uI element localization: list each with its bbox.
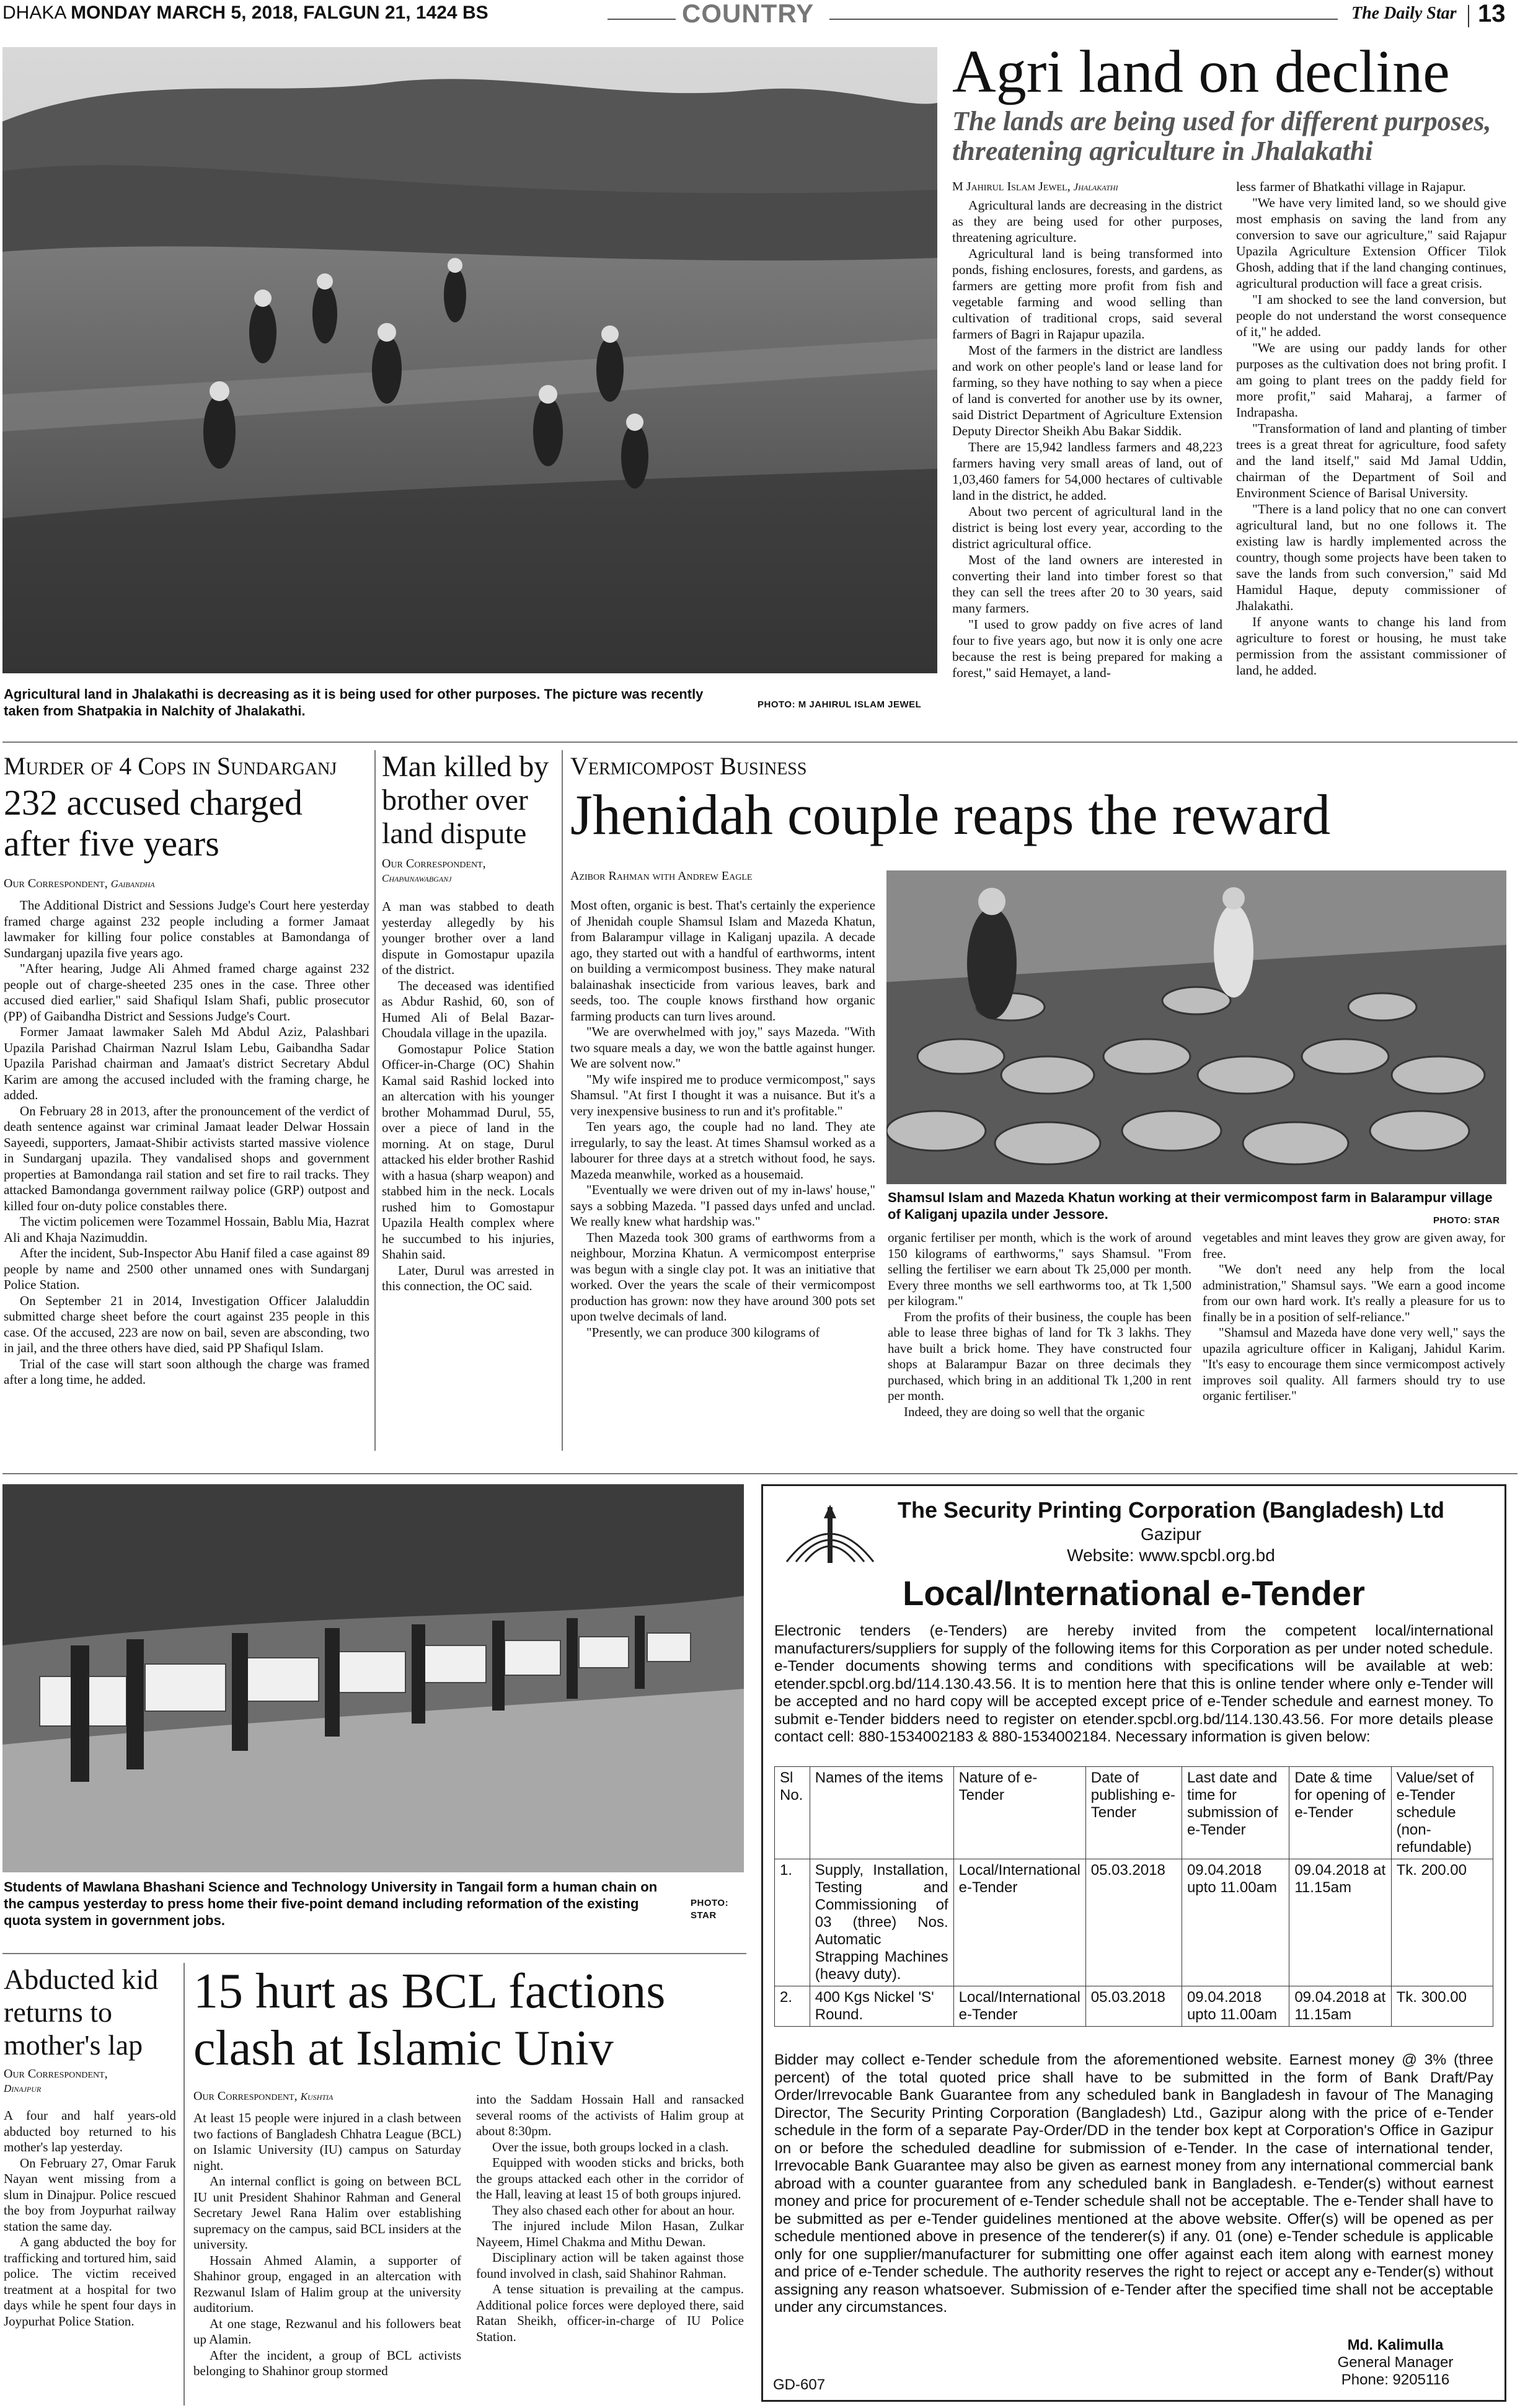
page-number: 13 [1478,0,1506,27]
bcl-col1-p1: At least 15 people were injured in a clash between two factions of Bangladesh Chhatra League (BCL) on Islamic University (IU) campus on Saturday night. [193,2110,461,2173]
brother-byline [382,857,568,885]
row1-item: Supply, Installation, Testing and Commissioning of 03 (three) Nos. Automatic Strapping Machines (heavy duty). [810,1859,953,1986]
cops-p8: Trial of the case will start soon although the charge was framed after a long time, he added. [4,1356,369,1387]
bcl-byline-name: Our Correspondent, [193,2089,298,2103]
compost-col1 [570,898,875,1340]
bcl-byline-place: Kushtia [300,2091,334,2102]
chain-photo-caption: Students of Mawlana Bhashani Science and Technology University in Tangail form a human chain on the campus yesterday to press home their five-point demand including reformation of the existing quota system in government jobs. [4,1879,658,1928]
row2-item: 400 Kgs Nickel 'S' Round. [810,1986,953,2027]
compost-col1-p1: Most often, organic is best. That's certainly the experience of Jhenidah couple Shamsul Islam and Mazeda Khatun, from Balarampur village in Kaliganj upazila. A decade ago, they started out with a handful of earthworms, intent on building a vermicompost business. They make natural balainashak insecticide from various leaves, bark and seeds, too. The couple knows firsthand how organic farming products can turn lives around. [570,898,875,1024]
compost-headline: Jhenidah couple reaps the reward [570,783,1331,846]
row2-opening: 09.04.2018 at 11.15am [1289,1986,1391,2027]
row1-publish: 05.03.2018 [1085,1859,1182,1986]
compost-col1-p3: "My wife inspired me to produce vermicompost," says Shamsul. "At first I thought it was a nuisance. But it's a very inexpensive business to run and it's profitable." [570,1071,875,1118]
rule-under-chain [2,1953,746,1954]
compost-col1-p4: Ten years ago, the couple had no land. They ate irregularly, to say the least. At times Shamsul worked as a labourer for three days at a stretch without food, he says. Mazeda meanwhile, worked as a housemaid. [570,1119,875,1182]
compost-col3-lead: vegetables and mint leaves they grow are given away, for free. [1203,1230,1505,1261]
farmland-image [2,47,937,673]
bcl-col2-p4: The injured include Milon Hasan, Zulkar Nayeem, Himel Chakma and Mithu Dewan. [476,2218,744,2249]
tender-designation: General Manager [1337,2354,1454,2371]
cops-p2: "After hearing, Judge Ali Ahmed framed charge against 232 people out of charge-sheeted 235 ones in the case. Three other accused died earlier," said Shafiqul Islam Shafi, public prosecutor (PP) of Gaibandha District and Sessions Judge's Court. [4,961,369,1024]
compost-photo-caption: Shamsul Islam and Mazeda Khatun working at their vermicompost farm in Balarampur village of Kaliganj upazila under Jessore. [888,1190,1493,1222]
tender-code: GD-607 [773,2376,826,2393]
tender-title: Local/International e-Tender [903,1574,1365,1613]
cops-p3: Former Jamaat lawmaker Saleh Md Abdul Aziz, Palashbari Upazila Parishad Chairman Nazrul Islam Lebu, Gaibandha Sadar Upazila Parishad chairman and Jamaat's district Secretary Abdul Karim are among the accused included with the framing charge, he added. [4,1024,369,1102]
col-header-items: Names of the items [810,1767,953,1859]
agri-col1-p4: There are 15,942 landless farmers and 48,223 farmers having very small areas of land, out of 1,03,460 famers for 54,000 hectares of cultivable land in the district, he added. [952,440,1222,503]
col-header-opening: Date & time for opening of e-Tender [1289,1767,1391,1859]
col-header-publish: Date of publishing e-Tender [1085,1767,1182,1859]
kid-headline: Abducted kid returns to mother's lap [4,1963,159,2061]
tender-advert [761,1484,1506,2402]
bcl-col2-lead: into the Saddam Hossain Hall and ransacked several rooms of the activists of Halim group at about 8:30pm. [476,2092,744,2138]
page-header [0,0,1520,32]
brother-byline-name: Our Correspondent, [382,857,486,870]
header-divider [1468,5,1469,27]
agri-col2-p5: "There is a land policy that no one can convert agricultural land, but no one follows it. The existing law is hardly implemented across the country, though some projects have been taken to save the lands from such conversion," said Md Hamidul Haque, deputy commissioner of Jhalakathi. [1236,502,1506,613]
tender-location: Gazipur [1140,1525,1202,1544]
section-label: COUNTRY [682,0,815,28]
agri-photo [2,47,937,673]
compost-col2 [888,1230,1191,1420]
compost-col1-p7: "Presently, we can produce 300 kilograms of [586,1324,820,1340]
masthead-logo: The Daily Star [1351,4,1457,23]
brother-p3: Gomostapur Police Station Officer-in-Charge (OC) Shahin Kamal said Rashid locked into an altercation with his younger brother Mohammad Durul, 55, over a piece of land in the morning. At on stage, Durul attacked his elder brother Rashid with a hasua (sharp weapon) and stabbed him in the neck. Locals rushed him to Gomostapur Upazila Health complex where he succumbed to his injuries, Shahin said. [382,1041,554,1262]
compost-photo-credit: PHOTO: STAR [1433,1215,1500,1226]
tender-table [774,1766,1493,2027]
row1-sl: 1. [775,1859,810,1986]
kid-p2: On February 27, Omar Faruk Nayan went missing from a slum in Dinajpur. Police rescued the boy from Joypurhat railway station the same day. [4,2155,176,2234]
col-header-nature: Nature of e-Tender [953,1767,1085,1859]
brother-p1: A man was stabbed to death yesterday allegedly by his younger brother over a land dispute in Gomostapur upazila of the district. [382,899,554,977]
table-row [775,1986,1493,2027]
bcl-col1-p4: At one stage, Rezwanul and his followers beat up Alamin. [193,2316,461,2347]
compost-byline: Azibor Rahman with Andrew Eagle [570,869,753,883]
cops-p4: On February 28 in 2013, after the pronouncement of the verdict of death sentence against war criminal Jamaat leader Delwar Hossain Sayeedi, supporters, Jamaat-Shibir activists started massive violence in Sundarganj upazila. They vandalised shops and government properties at Bamondanga rail station and set fire to rail tracks. They attacked Bamondanga government railway police (GRP) outpost and killed four on-duty police constables there. [4,1103,369,1213]
brother-headline: Man killed by brother over land dispute [382,750,549,850]
bcl-col1-p5: After the incident, a group of BCL activists belonging to Shahinor group stormed [193,2347,461,2378]
col-header-sl: Sl No. [775,1767,810,1859]
table-row [775,1859,1493,1986]
bcl-col2-p3: They also chased each other for about an hour. [492,2202,735,2218]
tender-table-header [775,1767,1493,1859]
compost-col2-p1: From the profits of their business, the couple has been able to lease three bighas of land for Tk 3 lakhs. They have built a brick home. They have constructed four shops at Balarampur Bazar on three decimals they purchased, which bring in an additional Tk 1,200 in rent per month. [888,1309,1191,1403]
cops-byline-place: Gaibandha [110,878,155,890]
compost-kicker: Vermicompost Business [570,752,807,780]
tender-phone: Phone: 9205116 [1341,2371,1450,2388]
agri-col2 [1236,179,1506,678]
cops-p1: The Additional District and Sessions Judge's Court here yesterday framed charge against 232 people including a former Jamaat lawmaker for killing four police constables at Bamondanga of Sundarganj upazila five years ago. [4,898,369,960]
compost-col1-p6: Then Mazeda took 300 grams of earthworms from a neighbour, Morzina Khatun. A vermicompost enterprise was begun with a single clay pot. It was an initiative that worked. Over the years the scale of their vermicompost production has grown: now they have around 300 pots set upon twelve decimals of land. [570,1229,875,1324]
rule-under-agri [2,741,1518,743]
dateline-city: DHAKA [2,2,66,23]
compost-photo [886,870,1506,1184]
bcl-headline: 15 hurt as BCL factions clash at Islamic Univ [193,1964,666,2076]
agri-col2-p1: "We have very limited land, so we should give most emphasis on saving the land from any conversion to save our agriculture," said Rajapur Upazila Agriculture Extension Officer Tilok Ghosh, adding that if the land changing continues, agricultural production will face a great crisis. [1236,195,1506,291]
agri-col2-lead: less farmer of Bhatkathi village in Rajapur. [1236,179,1466,194]
row2-nature: Local/International e-Tender [953,1986,1085,2027]
brother-p4: Later, Durul was arrested in this connection, the OC said. [382,1262,554,1293]
compost-col1-p2: "We are overwhelmed with joy," says Mazeda. "With two square meals a day, we won the battle against hunger. We are solvent now." [570,1024,875,1071]
agri-col1-p2: Agricultural land is being transformed into ponds, fishing enclosures, forests, and gardens, as farmers are getting more profit from fish and vegetable farming and wood selling than cultivation of traditional crops, said several farmers of Bagri in Rajapur upazila. [952,246,1222,342]
kid-byline-place: Dinajpur [4,2083,42,2094]
cops-p5: The victim policemen were Tozammel Hossain, Bablu Mia, Hazrat Ali and Khaja Nazimuddin. [4,1214,369,1245]
cops-headline: 232 accused charged after five years [4,782,303,864]
tender-terms: Bidder may collect e-Tender schedule from the aforementioned website. Earnest money @ 3% (three percent) of the total quoted price shall have to be submitted in the form of Bank Draft/Pay Order/Irrevocable Bank Guarantee from any scheduled bank in Bangladesh in favour of The Managing Director, The Security Printing Corporation (Bangladesh) Ltd., Gazipur along with the price of e-Tender schedule in the form of a separate Pay-Order/DD in the tender box kept at Corporation's Office in Gazipur on or before the scheduled deadline for submission of e-Tender. In the case of international tender, Irrevocable Bank Guarantee may also be given as earnest money from any international commercial bank abroad with a counter guarantee from any scheduled bank in Bangladesh. e-Tender(s) without earnest money and price for procurement of e-Tender schedule shall not be acceptable. The e-Tender shall have to be submitted as per e-Tender guidelines mentioned at the above website. Offer(s) will be opened as per schedule mentioned above in presence of the tenderer(s) if any. 01 (one) e-Tender schedule is applicable only for one supplier/manufacturer for submitting one offer against each item along with earnest money and price of e-Tender schedule. The authority reserves the right to reject or accept any e-Tender(s) without assigning any reason whatsoever. Submission of e-Tender after the specified time shall not be acceptable under any circumstances. [774,2052,1493,2316]
compost-col2-p2: Indeed, they are doing so well that the organic [904,1404,1145,1419]
row1-value: Tk. 200.00 [1391,1859,1493,1986]
agri-col2-p2: "I am shocked to see the land conversion, but people do not understand the worst consequence of it," he added. [1236,292,1506,339]
tender-signatory: Md. Kalimulla [1347,2337,1444,2353]
cops-kicker: Murder of 4 Cops in Sundarganj [4,752,337,780]
agri-headline: Agri land on decline [952,38,1450,105]
bcl-col2-p5: Disciplinary action will be taken against those found involved in clash, said Shahinor Rahman. [476,2250,744,2281]
agri-photo-caption: Agricultural land in Jhalakathi is decreasing as it is being used for other purposes. The picture was recently taken from Shatpakia in Nalchity of Jhalakathi. [4,686,704,719]
chain-credit-source: STAR [691,1910,717,1921]
kid-p1: A four and half years-old abducted boy returned to his mother's lap yesterday. [4,2108,176,2154]
agri-col1-p3: Most of the farmers in the district are landless and work on other people's land or lease land for farming, so they have nothing to say when a piece of land is converted for another use by its owner, said District Department of Agriculture Extension Deputy Director Sheikh Abu Bakar Siddik. [952,343,1222,438]
agri-col1 [952,197,1222,681]
agri-subhead: The lands are being used for different purposes, threatening agriculture in Jhalakathi [952,106,1491,166]
agri-byline [952,180,1118,194]
row1-nature: Local/International e-Tender [953,1859,1085,1986]
cops-byline [4,877,155,891]
bcl-col2 [476,2092,744,2345]
chain-photo [2,1484,744,1872]
kid-byline-name: Our Correspondent, [4,2067,108,2081]
bcl-col1 [193,2110,461,2379]
row1-submission: 09.04.2018 upto 11.00am [1182,1859,1289,1986]
compost-col3-p2: "Shamsul and Mazeda have done very well," says the upazila agriculture officer in Kaliganj, Jahidul Karim. "It's easy to encourage them since vermicompost actively improves soil quality. All farmers should try to use organic fertiliser." [1203,1325,1505,1403]
col-header-value: Value/set of e-Tender schedule (non-refundable) [1391,1767,1493,1859]
agri-col2-p3: "We are using our paddy lands for other purposes as the cultivation does not bring profit. I am going to plant trees on the paddy field for more profit," said Maharaj, a farmer of Indrapasha. [1236,340,1506,420]
tender-intro: Electronic tenders (e-Tenders) are hereby invited from the competent local/international manufacturers/suppliers for supply of the following items for this Corporation as per under noted schedule. e-Tender documents showing terms and conditions with specifications will be available at web: etender.spcbl.org.bd/114.130.43.56. It is to mention here that this is online tender where only e-Tender will be accepted and no hard copy will be accepted except price of e-Tender schedule and earnest money. To submit e-Tender bidders need to register on etender.spcbl.org.bd/114.130.43.56. For more details please contact cell: 880-1534002183 & 880-1534002184. Necessary information is given below: [774,1622,1493,1745]
row1-opening: 09.04.2018 at 11.15am [1289,1859,1391,1986]
kid-body [4,2108,176,2329]
agri-photo-credit: PHOTO: M JAHIRUL ISLAM JEWEL [758,699,922,710]
agri-byline-place: Jhalakathi [1073,181,1118,193]
compost-col3 [1203,1230,1505,1404]
agri-byline-name: M Jahirul Islam Jewel, [952,180,1071,193]
bcl-col2-p6: A tense situation is prevailing at the campus. Additional police forces were deployed there, said Ratan Sheikh, officer-in-charge of IU Police Station. [476,2282,744,2344]
agri-col2-p6: If anyone wants to change his land from agriculture to forest or housing, he must take permission from the assistant commissioner of land, he added. [1236,614,1506,678]
row2-publish: 05.03.2018 [1085,1986,1182,2027]
kid-byline [4,2067,183,2096]
header-rule-right [829,19,1338,20]
compost-col1-p5: "Eventually we were driven out of my in-laws' house," says a sobbing Mazeda. "I passed days unfed and unclad. We really knew what hardship was." [570,1182,875,1229]
bcl-col1-p3: Hossain Ahmed Alamin, a supporter of Shahinor group, engaged in an altercation with Rezwanul Islam of Halim group at the university auditorium. [193,2252,461,2315]
tender-signature-block [1296,2337,1495,2389]
agri-col1-p7: "I used to grow paddy on five acres of land four to five years ago, but now it is only one acre because the rest is being prepared for making a forest," said Hemayet, a land- [952,617,1222,680]
cops-byline-name: Our Correspondent, [4,877,108,890]
vermicompost-image [886,870,1506,1184]
row2-sl: 2. [775,1986,810,2027]
tender-website: Website: www.spcbl.org.bd [1067,1546,1275,1565]
bcl-col2-p2: Equipped with wooden sticks and bricks, both the groups attacked each other in the corridor of the Hall, leaving at least 15 of both groups injured. [476,2155,744,2202]
cops-p6: After the incident, Sub-Inspector Abu Hanif filed a case against 89 people by name and 2500 other unnamed ones with Sundarganj Police Station. [4,1246,369,1292]
compost-col3-p1: "We don't need any help from the local administration," Shamsul says. "We earn a good income from our own hard work. It's really a pleasure for us to finally be in a position of self-reliance." [1203,1262,1505,1324]
agri-col1-p5: About two percent of agricultural land in the district is being lost every year, according to the district agricultural office. [952,504,1222,551]
rule-under-middle [2,1473,1518,1474]
chain-credit-label: PHOTO: [691,1898,729,1908]
brother-body [382,899,554,1295]
cops-p7: On September 21 in 2014, Investigation Officer Jalaluddin submitted charge sheet before the court against 235 people in this case. Of the accused, 223 are now on bail, seven are absconding, two in jail, and the three others have died, said PP Shafiqul Islam. [4,1293,369,1355]
dateline-date: MONDAY MARCH 5, 2018, FALGUN 21, 1424 BS [71,2,488,23]
agri-col1-p6: Most of the land owners are interested in converting their land into timber forest so that they can sell the trees after 20 to 30 years, said many farmers. [952,552,1222,616]
rule-brother-compost [562,750,563,1451]
row2-value: Tk. 300.00 [1391,1986,1493,2027]
bcl-col2-p1: Over the issue, both groups locked in a clash. [492,2139,729,2154]
header-rule-left [608,19,676,20]
chain-photo-credit [691,1897,728,1922]
rule-kid-bcl [183,1963,185,2406]
human-chain-image [2,1484,744,1872]
brother-p2: The deceased was identified as Abdur Rashid, 60, son of Humed Ali of Belal Bazar-Choudala village in the upazila. [382,978,554,1040]
col-header-submission: Last date and time for submission of e-Tender [1182,1767,1289,1859]
agri-col1-p1: Agricultural lands are decreasing in the district as they are being used for other purposes, threatening agriculture. [952,198,1222,245]
bcl-col1-p2: An internal conflict is going on between BCL IU unit President Shahinor Rahman and General Secretary Jewel Rana Halim over establishing supremacy on the campus, said BCL insiders at the university. [193,2174,461,2252]
brother-byline-place: Chapainawabganj [382,872,452,884]
agri-col2-p4: "Transformation of land and planting of timber trees is a great threat for agriculture, food safety and the land itself," said Md Jamal Uddin, chairman of the Department of Soil and Environment Science of Barisal University. [1236,421,1506,500]
cops-body [4,898,369,1388]
tender-org-name: The Security Printing Corporation (Bangladesh) Ltd [897,1497,1445,1523]
row2-submission: 09.04.2018 upto 11.00am [1182,1986,1289,2027]
bcl-byline [193,2089,333,2104]
rule-cops-brother [374,750,376,1451]
kid-p3: A gang abducted the boy for trafficking and tortured him, said police. The victim received treatment at a hospital for two days while he spent four days in Joypurhat Police Station. [4,2234,176,2329]
compost-col2-lead: organic fertiliser per month, which is the work of around 150 kilograms of earthworms," says Shamsul. "From selling the fertiliser we earn about Tk 25,000 per month. Every three months we sell earthworms too, at Tk 1,500 per kilogram." [888,1230,1191,1308]
